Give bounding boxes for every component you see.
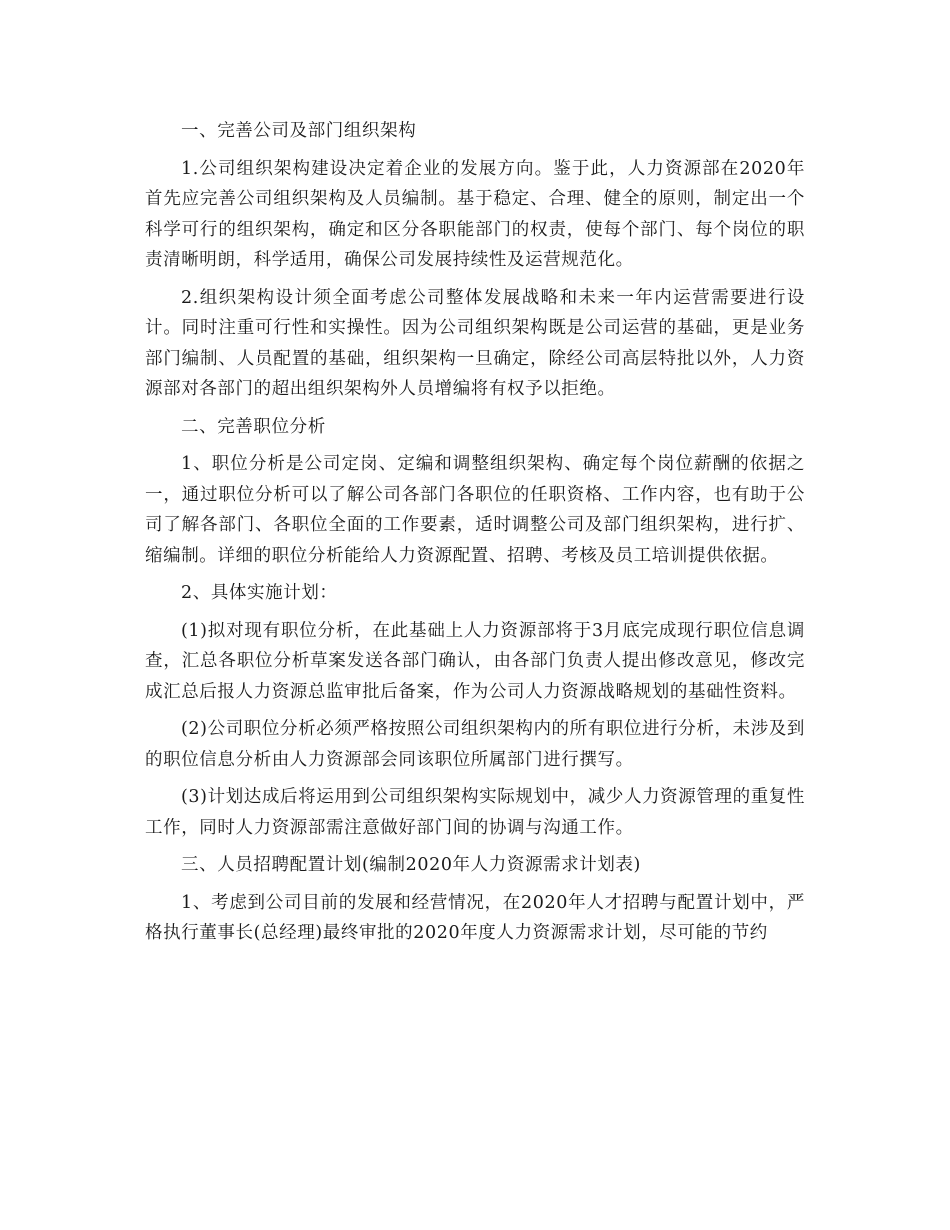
paragraph-2-1: 1、职位分析是公司定岗、定编和调整组织架构、确定每个岗位薪酬的依据之一，通过职位分析可以了解公司各部门各职位的任职资格、工作内容，也有助于公司了解各部门、各职位全面的工作要素，适时调整公司及部门组织架构，进行扩、缩编制。详细的职位分析能给人力资源配置、招聘、考核及员工培训提供依据。 (145, 454, 805, 566)
section-heading-2: 二、完善职位分析 (181, 416, 326, 437)
document-body (145, 116, 805, 956)
section-heading-3: 三、人员招聘配置计划(编制2020年人力资源需求计划表) (181, 855, 641, 875)
paragraph-2-2-3: (3)计划达成后将运用到公司组织架构实际规划中，减少人力资源管理的重复性工作，同时人力资源部需注意做好部门间的协调与沟通工作。 (145, 787, 805, 838)
paragraph-2-2-1: (1)拟对现有职位分析，在此基础上人力资源部将于3月底完成现行职位信息调查，汇总各职位分析草案发送各部门确认，由各部门负责人提出修改意见，修改完成汇总后报人力资源总监审批后备案，作为公司人力资源战略规划的基础性资料。 (145, 620, 805, 702)
paragraph-1-2: 2.组织架构设计须全面考虑公司整体发展战略和未来一年内运营需要进行设计。同时注重可行性和实操性。因为公司组织架构既是公司运营的基础，更是业务部门编制、人员配置的基础，组织架构一旦确定，除经公司高层特批以外，人力资源部对各部门的超出组织架构外人员增编将有权予以拒绝。 (145, 287, 805, 399)
section-heading-1: 一、完善公司及部门组织架构 (181, 121, 417, 141)
paragraph-3-1: 1、考虑到公司目前的发展和经营情况，在2020年人才招聘与配置计划中，严格执行董事长(总经理)最终审批的2020年度人力资源需求计划，尽可能的节约 (145, 892, 805, 943)
paragraph-2-2-2: (2)公司职位分析必须严格按照公司组织架构内的所有职位进行分析，未涉及到的职位信息分析由人力资源部会同该职位所属部门进行撰写。 (145, 719, 805, 770)
paragraph-1-1: 1.公司组织架构建设决定着企业的发展方向。鉴于此，人力资源部在2020年首先应完善公司组织架构及人员编制。基于稳定、合理、健全的原则，制定出一个科学可行的组织架构，确定和区分各职能部门的权责，使每个部门、每个岗位的职责清晰明朗，科学适用，确保公司发展持续性及运营规范化。 (145, 158, 805, 270)
subsection-heading-2-2: 2、具体实施计划： (181, 583, 338, 603)
